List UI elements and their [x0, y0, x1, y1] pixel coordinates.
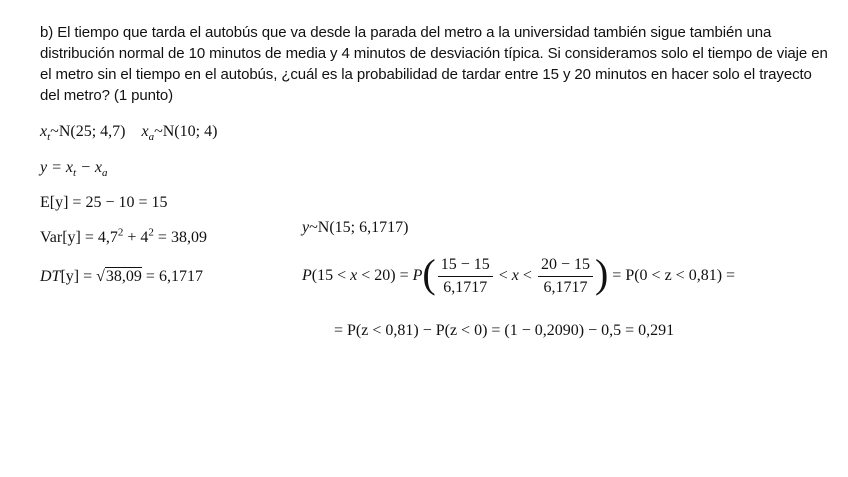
y-distribution-line: y~N(15; 6,1717): [302, 219, 409, 236]
fraction-upper: [538, 256, 593, 297]
variance-line: $Var[y] = 4,7^2 + 4^2 = 38,09$: [40, 226, 207, 246]
sqrt-radicand: 38,09: [105, 268, 142, 285]
y-definition: $y = x_t - x_a$: [40, 159, 108, 180]
xa-distribution: ~N(10; 4): [154, 123, 218, 140]
std-result: = 6,1717: [141, 268, 203, 285]
variance-suffix: = 38,09: [153, 229, 207, 246]
final-result-line: = P(z < 0,81) − P(z < 0) = (1 − 0,2090) − 0,5 = 0,291: [334, 322, 675, 339]
expectation-line: E[y] = 25 − 10 = 15: [40, 194, 168, 211]
fraction-lower: [438, 256, 493, 297]
y-distribution: ~N(15; 6,1717): [309, 219, 409, 236]
fraction-upper-denominator: 6,1717: [543, 279, 588, 296]
std-deviation-line: DT[y] = √38,09 = 6,1717: [40, 268, 203, 285]
variance-prefix: Var[y] = 4,7: [40, 229, 118, 246]
problem-statement: b) El tiempo que tarda el autobús que va desde la parada del metro a la universidad también sigue también una distribución normal de 10 minutos de media y 4 minutos de desviación típica. Si consideramos solo el tiempo de viaje en el metro sin el tiempo en el autobús, ¿cuál es la probabilidad de tardar entre 15 y 20 minutos en hacer solo el trayecto del metro? (1 punto): [40, 24, 828, 104]
probability-line: P(15 < x < 20) = P( $\frac{15 - 15}{6,1717}$ < x < $\frac{20 - 15}{6,1717}$ ) = P(0 < z < 0,81) =: [302, 250, 736, 296]
distribution-definitions: $x_t\sim N(25$; 4,7) $x_a\sim N(10$; 4): [40, 123, 218, 144]
fraction-lower-numerator: 15 − 15: [438, 256, 493, 277]
variance-mid: + 4: [123, 229, 149, 246]
fraction-lower-denominator: 6,1717: [443, 279, 488, 296]
xt-distribution: ~N(25; 4,7): [50, 123, 126, 140]
fraction-upper-numerator: 20 − 15: [538, 256, 593, 277]
probability-result: = P(0 < z < 0,81) =: [608, 267, 736, 285]
